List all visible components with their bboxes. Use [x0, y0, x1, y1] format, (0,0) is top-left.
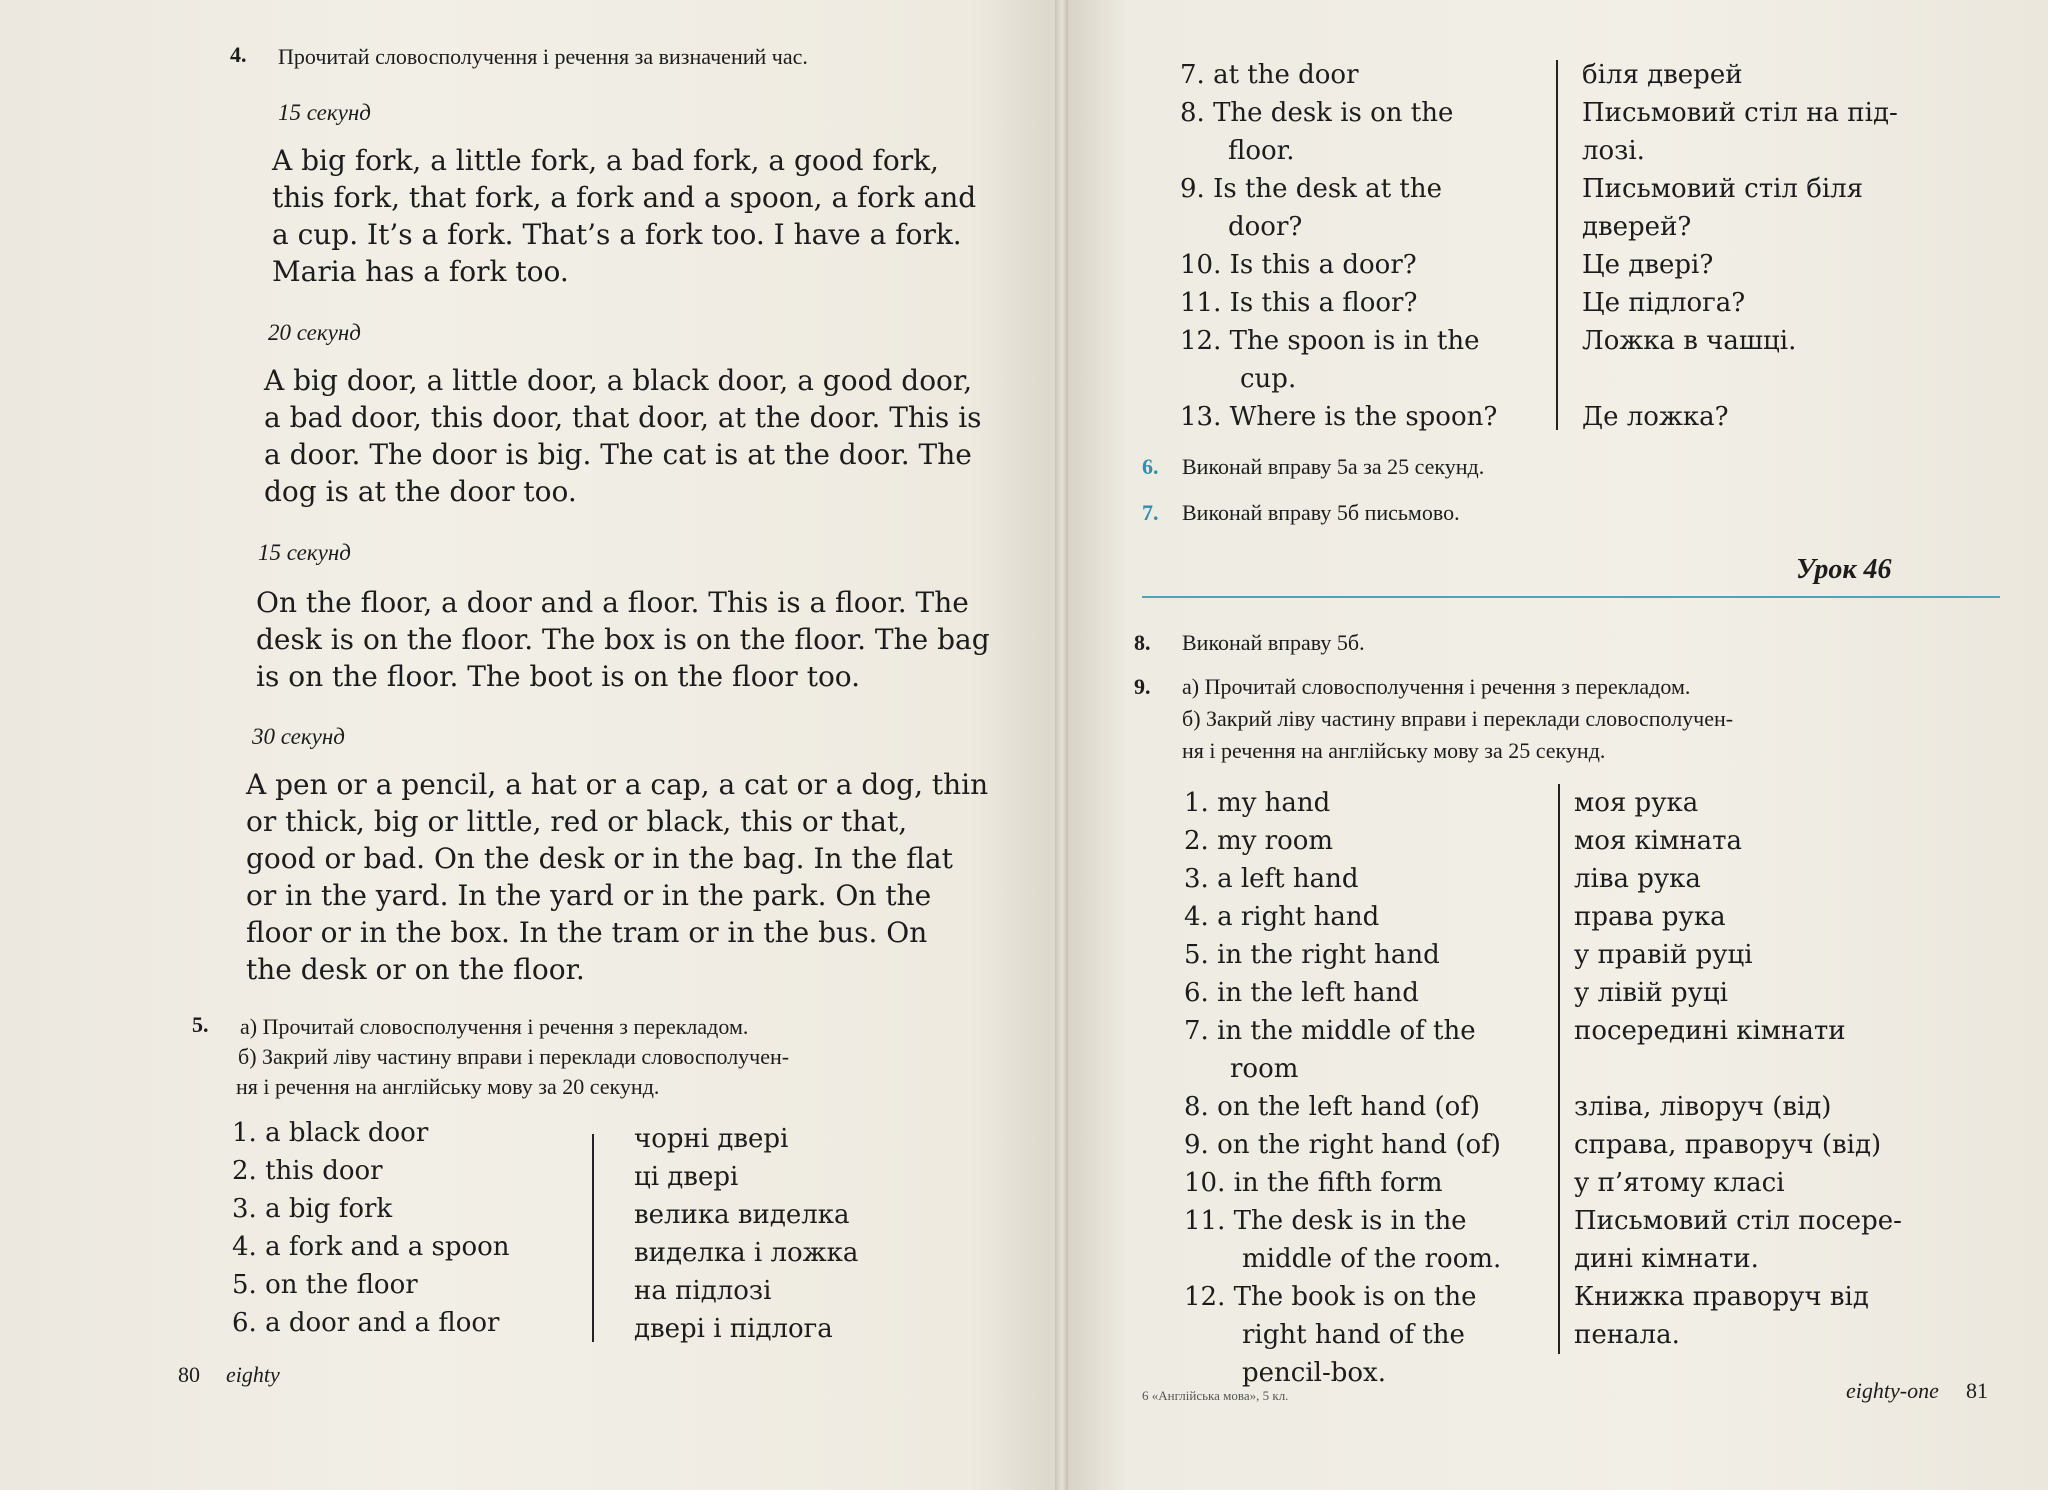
reading-line: A pen or a pencil, a hat or a cap, a cat or a dog, thin — [246, 768, 989, 801]
reading-line: the desk or on the floor. — [246, 953, 585, 986]
list-item: у правій руці — [1574, 940, 1753, 970]
exercise-5-english-list — [232, 1114, 510, 1342]
exercise-5-ukrainian-list — [634, 1120, 858, 1348]
reading-line: desk is on the floor. The box is on the floor. The bag — [256, 623, 990, 656]
list-item: 10. Is this a door? — [1180, 250, 1417, 280]
reading-line: a bad door, this door, that door, at the door. This is — [264, 401, 982, 434]
top-ukrainian-list — [1582, 56, 1898, 436]
list-item: Ложка в чашці. — [1582, 326, 1797, 356]
list-item: моя рука — [1574, 788, 1699, 818]
exercise-5-instruction-b: б) Закрий ліву частину вправи і переклади словосполучен- — [238, 1044, 790, 1069]
list-item: 1. my hand — [1184, 788, 1331, 818]
list-item: 11. The desk is in the — [1184, 1206, 1467, 1236]
list-item: права рука — [1574, 902, 1726, 932]
list-item: 3. a left hand — [1184, 864, 1359, 894]
list-item: чорні двері — [634, 1124, 789, 1154]
reading-line: floor or in the box. In the tram or in the bus. On — [246, 916, 928, 949]
list-item: 5. in the right hand — [1184, 940, 1440, 970]
exercise-8-text: Виконай вправу 5б. — [1182, 630, 1365, 655]
list-item: Письмовий стіл посере- — [1574, 1206, 1902, 1236]
reading-line: a cup. It’s a fork. That’s a fork too. I have a fork. — [272, 218, 962, 251]
reading-block — [256, 584, 1016, 695]
time-label: 15 секунд — [278, 100, 371, 125]
exercise-6-text: Виконай вправу 5а за 25 секунд. — [1182, 454, 1485, 479]
exercise-5-instruction-b-cont: ня і речення на англійську мову за 20 секунд. — [236, 1074, 660, 1099]
list-item: 3. a big fork — [232, 1194, 393, 1224]
time-label: 30 секунд — [252, 724, 345, 749]
list-item: двері і підлога — [634, 1314, 833, 1344]
list-item: 6. a door and a floor — [232, 1308, 500, 1338]
page-word-right: eighty-one — [1846, 1378, 1939, 1403]
exercise-9-number: 9. — [1134, 674, 1151, 699]
list-item: right hand of the — [1242, 1320, 1465, 1350]
list-item: 8. The desk is on the — [1180, 98, 1454, 128]
list-item: Де ложка? — [1582, 402, 1729, 432]
exercise-8-number: 8. — [1134, 630, 1151, 655]
exercise-9-instruction-b: б) Закрий ліву частину вправи і переклади словосполучен- — [1182, 706, 1734, 731]
list-item — [1582, 360, 1898, 398]
reading-line: this fork, that fork, a fork and a spoon, a fork and — [272, 181, 977, 214]
list-item: 4. a right hand — [1184, 902, 1380, 932]
list-item: pencil-box. — [1242, 1358, 1386, 1388]
list-item: ліва рука — [1574, 864, 1701, 894]
reading-block — [246, 766, 1006, 988]
list-item: 12. The book is on the — [1184, 1282, 1477, 1312]
list-item: зліва, ліворуч (від) — [1574, 1092, 1832, 1122]
list-item: Письмовий стіл на під- — [1582, 98, 1898, 128]
reading-line: is on the floor. The boot is on the floor too. — [256, 660, 861, 693]
page-word-left: eighty — [226, 1362, 280, 1387]
exercise-9-instruction-b-cont: ня і речення на англійську мову за 25 секунд. — [1182, 738, 1606, 763]
list-item: 1. a black door — [232, 1118, 429, 1148]
footnote: 6 «Англійська мова», 5 кл. — [1142, 1388, 1289, 1403]
exercise-9-ukrainian-list — [1574, 784, 1902, 1392]
top-english-list — [1180, 56, 1497, 436]
lesson-title: Урок 46 — [1796, 554, 1892, 585]
reading-block — [272, 142, 1032, 290]
list-item: у п’ятому класі — [1574, 1168, 1785, 1198]
list-item: floor. — [1228, 136, 1295, 166]
reading-line: A big fork, a little fork, a bad fork, a good fork, — [272, 144, 939, 177]
time-label: 20 секунд — [268, 320, 361, 345]
list-item: Це підлога? — [1582, 288, 1746, 318]
exercise-6-number: 6. — [1142, 454, 1159, 479]
list-item: виделка і ложка — [634, 1238, 859, 1268]
exercise-5-instruction-a: а) Прочитай словосполучення і речення з перекладом. — [240, 1014, 749, 1039]
list-item: дверей? — [1582, 212, 1692, 242]
list-item: 7. in the middle of the — [1184, 1016, 1476, 1046]
exercise-4-number: 4. — [230, 42, 247, 67]
reading-line: Maria has a fork too. — [272, 255, 569, 288]
reading-line: A big door, a little door, a black door, a good door, — [264, 364, 973, 397]
list-item: 2. this door — [232, 1156, 383, 1186]
reading-line: dog is at the door too. — [264, 475, 577, 508]
list-item: 9. Is the desk at the — [1180, 174, 1442, 204]
page-number-left: 80 — [178, 1362, 200, 1387]
list-item: у лівій руці — [1574, 978, 1728, 1008]
list-item: door? — [1228, 212, 1303, 242]
page-number-right: 81 — [1966, 1378, 1988, 1403]
list-item: на підлозі — [634, 1276, 772, 1306]
exercise-9-english-list — [1184, 784, 1501, 1392]
list-item — [1574, 1050, 1902, 1088]
list-item: 11. Is this a floor? — [1180, 288, 1418, 318]
right-page — [1068, 0, 2048, 1490]
exercise-7-text: Виконай вправу 5б письмово. — [1182, 500, 1460, 525]
exercise-9-instruction-a: а) Прочитай словосполучення і речення з перекладом. — [1182, 674, 1691, 699]
reading-line: good or bad. On the desk or in the bag. In the flat — [246, 842, 953, 875]
list-item: 4. a fork and a spoon — [232, 1232, 510, 1262]
list-item: 12. The spoon is in the — [1180, 326, 1480, 356]
exercise-7-number: 7. — [1142, 500, 1159, 525]
list-item: Книжка праворуч від — [1574, 1282, 1869, 1312]
reading-line: or in the yard. In the yard or in the park. On the — [246, 879, 932, 912]
list-item: лозі. — [1582, 136, 1645, 166]
list-item: пенала. — [1574, 1320, 1680, 1350]
reading-line: a door. The door is big. The cat is at the door. The — [264, 438, 972, 471]
list-item: біля дверей — [1582, 60, 1743, 90]
lesson-divider — [1142, 596, 2000, 598]
list-item: велика виделка — [634, 1200, 850, 1230]
list-item: 7. at the door — [1180, 60, 1359, 90]
list-item: 13. Where is the spoon? — [1180, 402, 1498, 432]
list-item: cup. — [1240, 364, 1297, 394]
list-item: справа, праворуч (від) — [1574, 1130, 1882, 1160]
list-item: room — [1230, 1054, 1299, 1084]
column-divider — [1556, 60, 1558, 430]
list-item: Це двері? — [1582, 250, 1714, 280]
column-divider — [1558, 784, 1560, 1354]
column-divider — [592, 1134, 594, 1342]
list-item: middle of the room. — [1242, 1244, 1502, 1274]
exercise-5-number: 5. — [192, 1012, 209, 1037]
reading-block — [264, 362, 1024, 510]
list-item: дині кімнати. — [1574, 1244, 1759, 1274]
reading-line: On the floor, a door and a floor. This is a floor. The — [256, 586, 969, 619]
exercise-4-instruction: Прочитай словосполучення і речення за визначений час. — [278, 44, 808, 69]
list-item: 8. on the left hand (of) — [1184, 1092, 1481, 1122]
list-item: 6. in the left hand — [1184, 978, 1419, 1008]
list-item: 9. on the right hand (of) — [1184, 1130, 1501, 1160]
list-item: посередині кімнати — [1574, 1016, 1846, 1046]
reading-line: or thick, big or little, red or black, this or that, — [246, 805, 908, 838]
time-label: 15 секунд — [258, 540, 351, 565]
list-item: 5. on the floor — [232, 1270, 418, 1300]
list-item: ці двері — [634, 1162, 739, 1192]
book-gutter — [1055, 0, 1068, 1490]
list-item: 2. my room — [1184, 826, 1334, 856]
list-item: Письмовий стіл біля — [1582, 174, 1864, 204]
list-item: моя кімната — [1574, 826, 1743, 856]
list-item: 10. in the fifth form — [1184, 1168, 1443, 1198]
